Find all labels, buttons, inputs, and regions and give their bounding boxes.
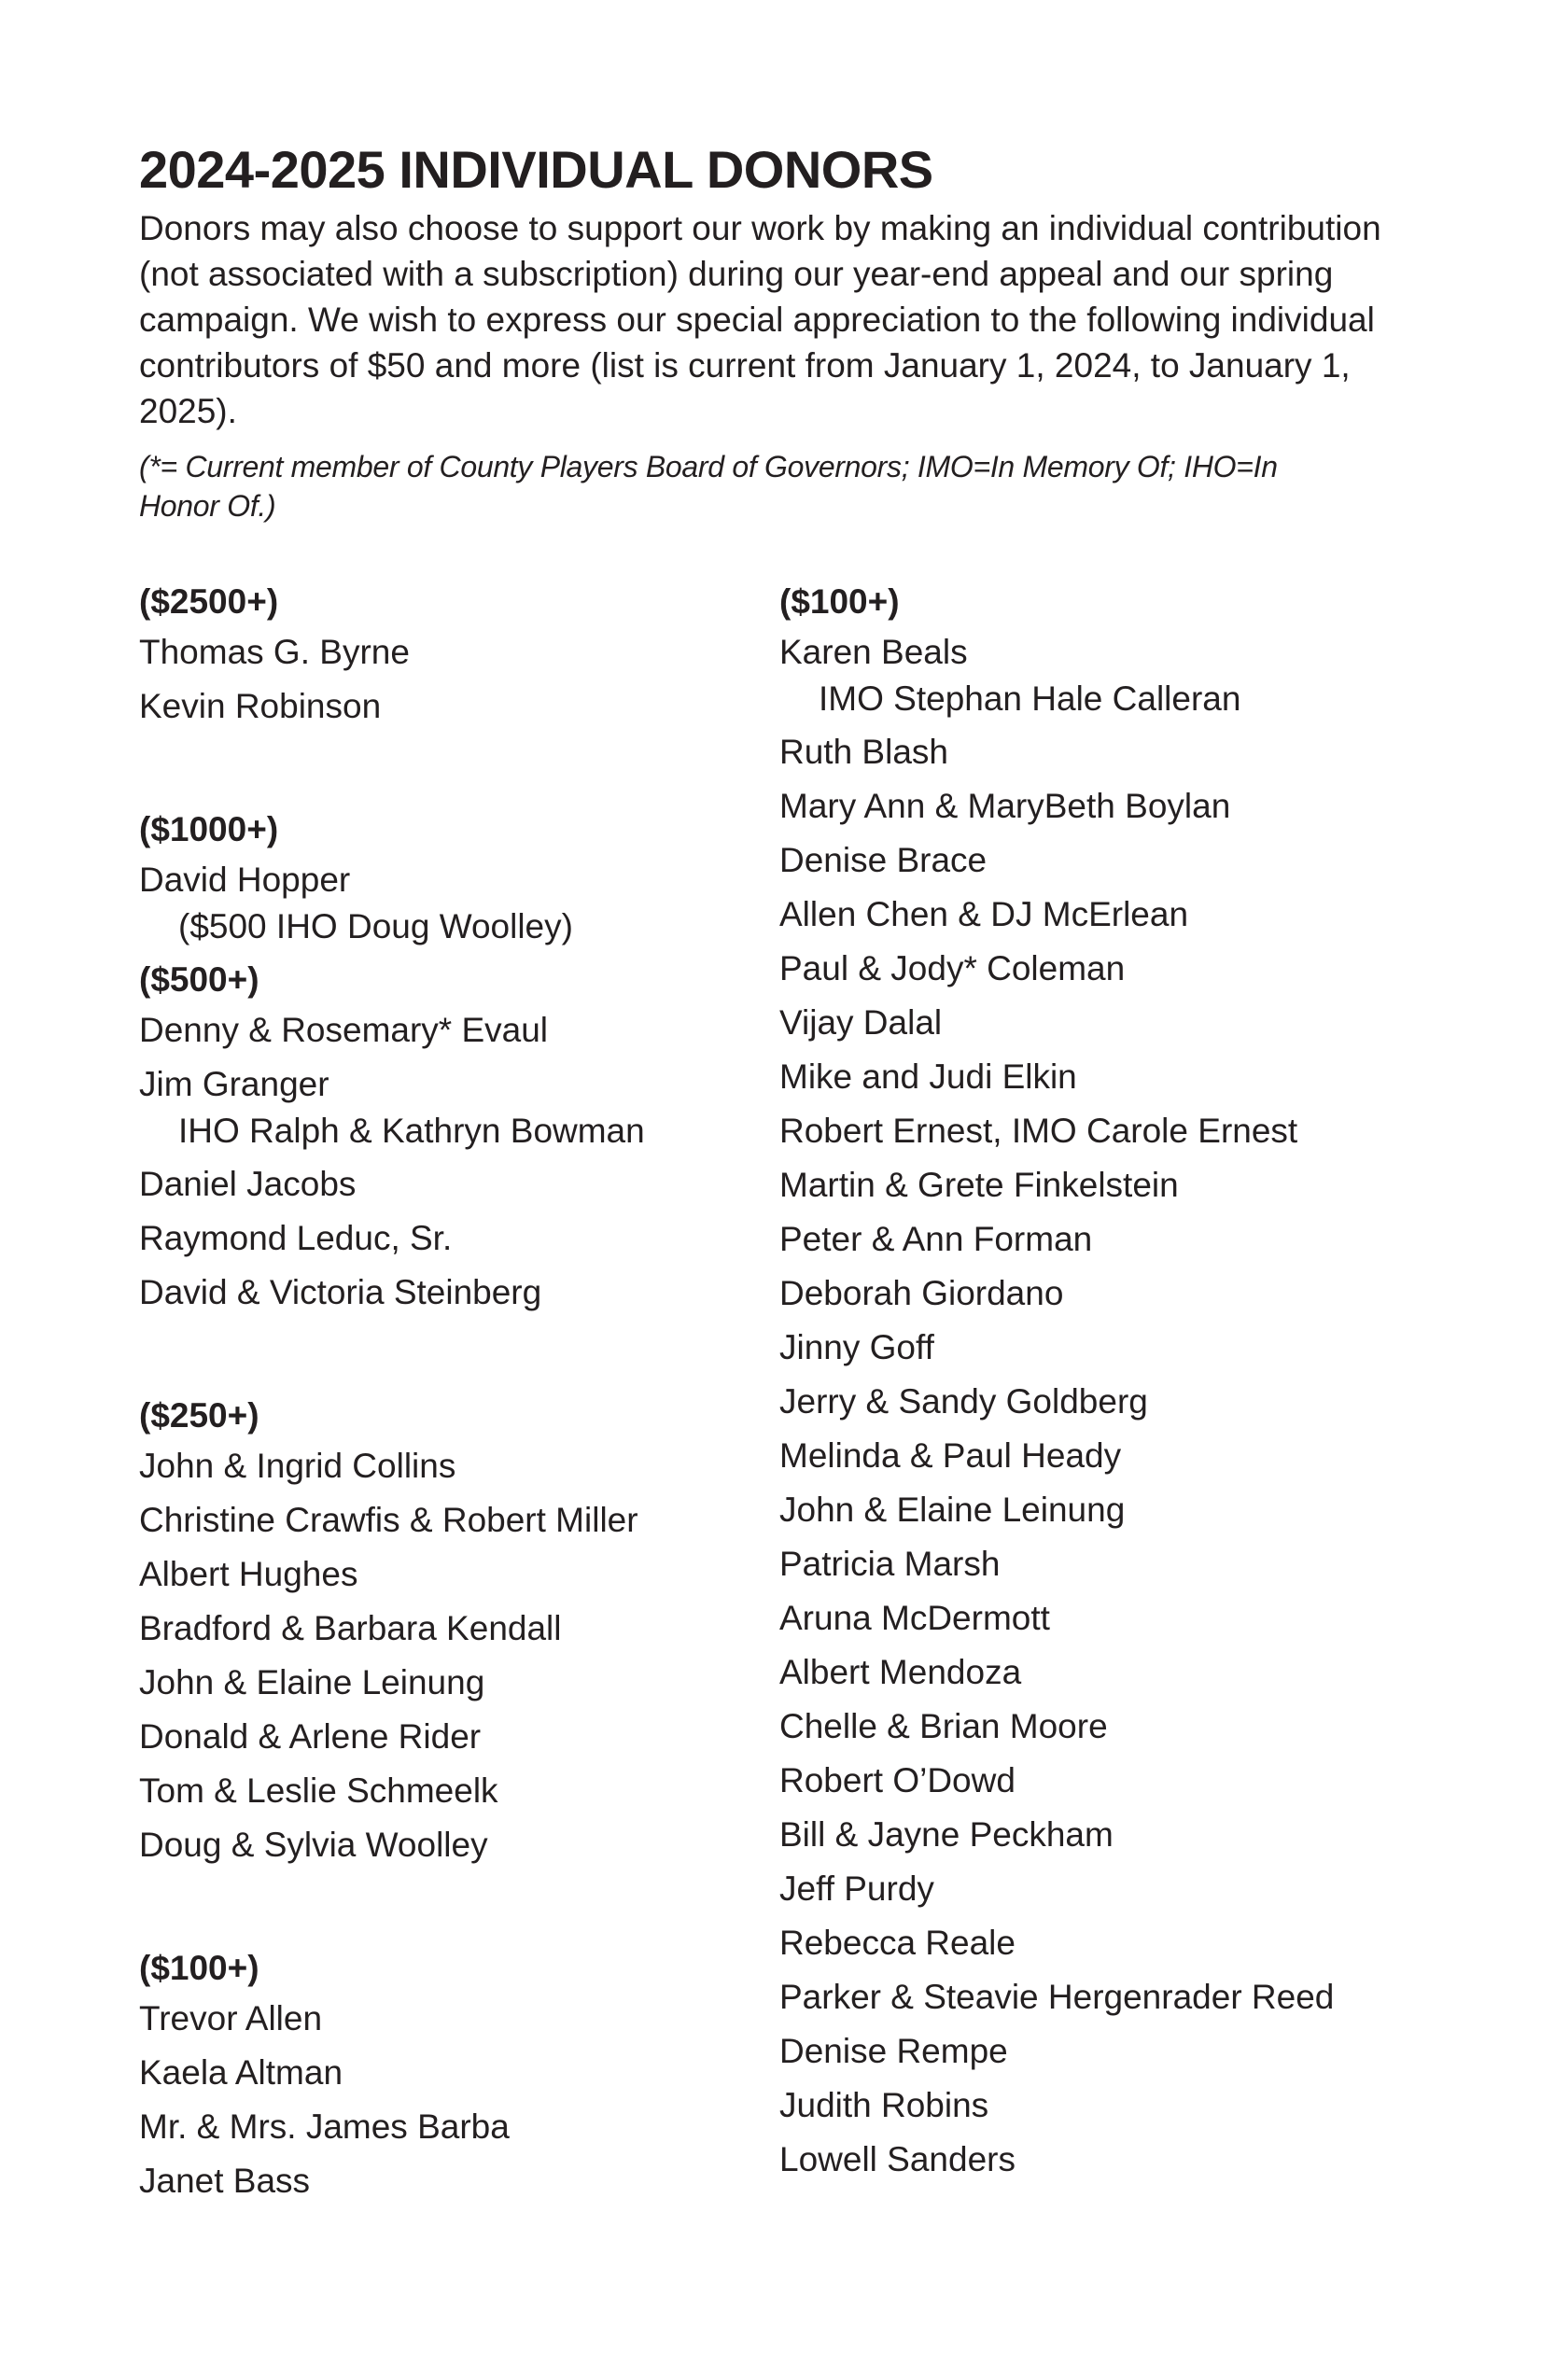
tier-heading-100: ($100+)	[139, 1949, 259, 1987]
tier-heading-1000: ($1000+)	[139, 810, 279, 848]
donor-name: Doug & Sylvia Woolley	[139, 1826, 488, 1864]
donor-name: Mary Ann & MaryBeth Boylan	[779, 787, 1231, 825]
tier-heading-250: ($250+)	[139, 1396, 259, 1435]
donor-name: Jinny Goff	[779, 1328, 934, 1366]
donor-name: John & Elaine Leinung	[139, 1663, 485, 1701]
donor-name: Daniel Jacobs	[139, 1165, 357, 1203]
donor-name: Jerry & Sandy Goldberg	[779, 1382, 1148, 1421]
donor-columns	[139, 579, 1408, 2352]
donor-name: Robert Ernest, IMO Carole Ernest	[779, 1112, 1298, 1150]
legend-note: (*= Current member of County Players Board of Governors; IMO=In Memory Of; IHO=In Honor Of.)	[139, 450, 1278, 523]
donor-name: Jim Granger	[139, 1065, 329, 1103]
donor-name: Raymond Leduc, Sr.	[139, 1219, 453, 1257]
donor-name: Peter & Ann Forman	[779, 1220, 1093, 1258]
donor-name: Kaela Altman	[139, 2053, 343, 2092]
donor-name: Karen Beals	[779, 633, 968, 671]
donor-entry	[139, 857, 746, 957]
donor-name: Christine Crawfis & Robert Miller	[139, 1501, 638, 1539]
donor-name: Rebecca Reale	[779, 1924, 1016, 1962]
intro-paragraph: Donors may also choose to support our work by making an individual contribution (not associated with a subscription) during our year-end appeal and our spring campaign. We wish to express our special appreciation to the following individual contributors of $50 and more (list is current from January 1, 2024, to January 1, 2025).	[139, 209, 1381, 430]
donor-name: Melinda & Paul Heady	[779, 1436, 1122, 1475]
donor-name: Judith Robins	[779, 2086, 989, 2124]
donor-name: Chelle & Brian Moore	[779, 1707, 1108, 1745]
tier-heading-500: ($500+)	[139, 960, 259, 999]
donor-name: Parker & Steavie Hergenrader Reed	[779, 1978, 1335, 2016]
donor-name: Mr. & Mrs. James Barba	[139, 2107, 510, 2146]
donor-name: John & Ingrid Collins	[139, 1447, 456, 1485]
right-column	[779, 579, 1414, 2191]
donor-name: Bill & Jayne Peckham	[779, 1815, 1114, 1854]
donor-note: ($500 IHO Doug Woolley)	[178, 907, 573, 945]
donor-entry	[779, 629, 1414, 729]
donor-name: Trevor Allen	[139, 1999, 323, 2037]
donor-entry	[139, 1061, 746, 1161]
donor-name: David & Victoria Steinberg	[139, 1273, 542, 1311]
donor-name: Thomas G. Byrne	[139, 633, 410, 671]
donor-name: Patricia Marsh	[779, 1545, 1001, 1583]
donor-name: Tom & Leslie Schmeelk	[139, 1771, 498, 1810]
donor-name: Mike and Judi Elkin	[779, 1057, 1077, 1096]
donor-name: John & Elaine Leinung	[779, 1491, 1126, 1529]
page-title: 2024-2025 INDIVIDUAL DONORS	[139, 140, 933, 199]
donor-name: Bradford & Barbara Kendall	[139, 1609, 562, 1647]
donor-name: Kevin Robinson	[139, 687, 382, 725]
donor-name: Martin & Grete Finkelstein	[779, 1166, 1179, 1204]
donor-name: Deborah Giordano	[779, 1274, 1064, 1312]
donor-name: Vijay Dalal	[779, 1003, 943, 1042]
donor-name: Paul & Jody* Coleman	[779, 949, 1126, 987]
donor-name: Aruna McDermott	[779, 1599, 1050, 1637]
donor-name: Denise Brace	[779, 841, 988, 879]
donor-name: Janet Bass	[139, 2162, 311, 2200]
donor-name: Denise Rempe	[779, 2032, 1008, 2070]
donor-name: Albert Mendoza	[779, 1653, 1022, 1691]
donor-name: David Hopper	[139, 861, 351, 899]
left-column	[139, 579, 746, 2212]
donor-name: Donald & Arlene Rider	[139, 1717, 482, 1756]
donor-name: Robert O’Dowd	[779, 1761, 1016, 1799]
donor-name: Ruth Blash	[779, 733, 948, 771]
donor-name: Jeff Purdy	[779, 1869, 934, 1908]
tier-heading-2500: ($2500+)	[139, 582, 279, 621]
donor-name: Albert Hughes	[139, 1555, 358, 1593]
donor-page	[139, 140, 1408, 2200]
donor-note: IHO Ralph & Kathryn Bowman	[178, 1112, 645, 1150]
donor-name: Denny & Rosemary* Evaul	[139, 1011, 549, 1049]
donor-list	[779, 729, 1414, 2191]
donor-name: Allen Chen & DJ McErlean	[779, 895, 1189, 933]
donor-note: IMO Stephan Hale Calleran	[819, 679, 1241, 718]
tier-heading-100-continued: ($100+)	[779, 582, 900, 621]
donor-name: Lowell Sanders	[779, 2140, 1016, 2178]
